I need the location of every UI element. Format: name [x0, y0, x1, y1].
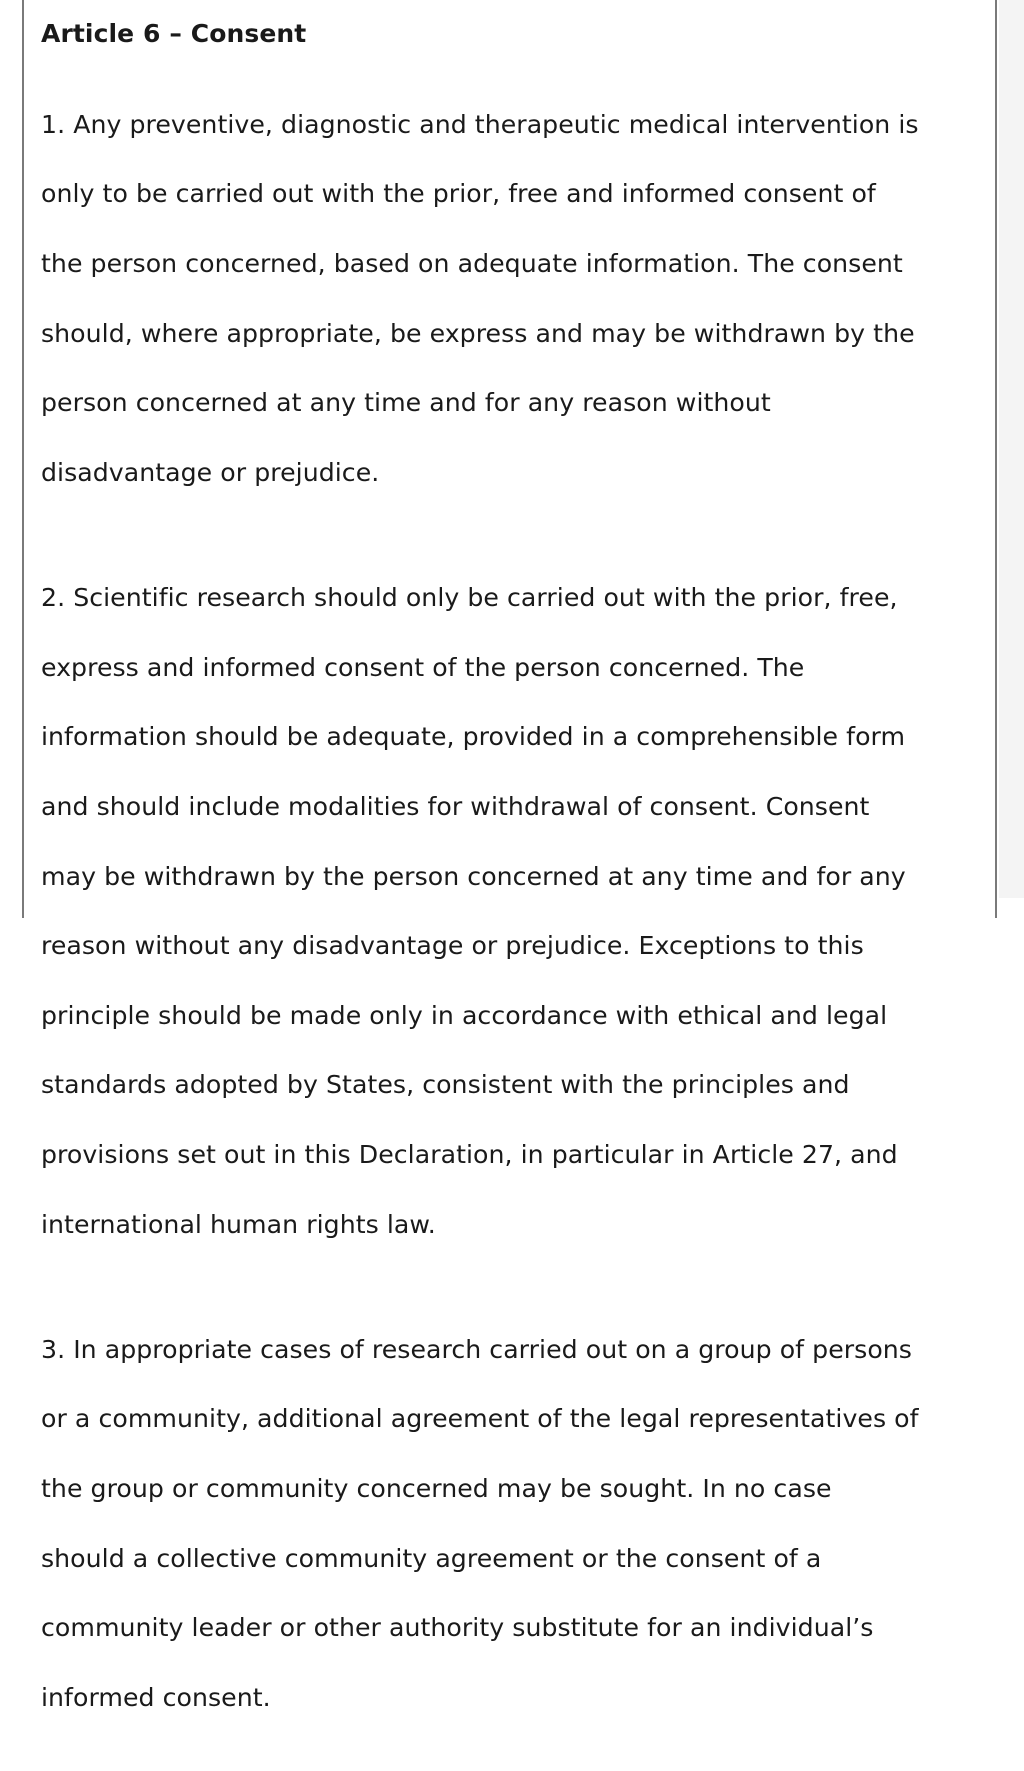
paragraph-line: standards adopted by States, consistent with the principles and	[41, 1070, 850, 1100]
paragraph-line: or a community, additional agreement of the legal representatives of	[41, 1404, 919, 1434]
paragraph-line: international human rights law.	[41, 1209, 436, 1239]
paragraph-line: 2. Scientific research should only be carried out with the prior, free,	[41, 583, 898, 613]
paragraph-line: and should include modalities for withdrawal of consent. Consent	[41, 791, 870, 821]
article-content	[41, 16, 986, 1771]
paragraph-line: informed consent.	[41, 1682, 271, 1712]
paragraph-line: the group or community concerned may be sought. In no case	[41, 1474, 832, 1504]
page-margin	[999, 0, 1024, 898]
paragraph-line: disadvantage or prejudice.	[41, 457, 380, 487]
paragraph-line: the person concerned, based on adequate information. The consent	[41, 248, 903, 278]
paragraph-line: may be withdrawn by the person concerned at any time and for any	[41, 861, 906, 891]
paragraph-1	[41, 73, 986, 525]
paragraph-line: information should be adequate, provided in a comprehensible form	[41, 722, 906, 752]
paragraph-line: 1. Any preventive, diagnostic and therapeutic medical intervention is	[41, 109, 919, 139]
paragraph-line: community leader or other authority substitute for an individual’s	[41, 1613, 874, 1643]
paragraph-line: reason without any disadvantage or prejudice. Exceptions to this	[41, 931, 864, 961]
paragraph-line: principle should be made only in accordance with ethical and legal	[41, 1000, 888, 1030]
paragraph-line: person concerned at any time and for any reason without	[41, 388, 771, 418]
paragraph-line: should, where appropriate, be express and may be withdrawn by the	[41, 318, 915, 348]
paragraph-3	[41, 1298, 986, 1750]
paragraph-line: express and informed consent of the person concerned. The	[41, 652, 805, 682]
paragraph-2	[41, 546, 986, 1277]
paragraph-line: should a collective community agreement or the consent of a	[41, 1543, 822, 1573]
paragraph-line: only to be carried out with the prior, free and informed consent of	[41, 179, 876, 209]
article-heading: Article 6 – Consent	[41, 19, 307, 48]
paragraph-line: provisions set out in this Declaration, in particular in Article 27, and	[41, 1139, 898, 1169]
paragraph-line: 3. In appropriate cases of research carried out on a group of persons	[41, 1334, 912, 1364]
